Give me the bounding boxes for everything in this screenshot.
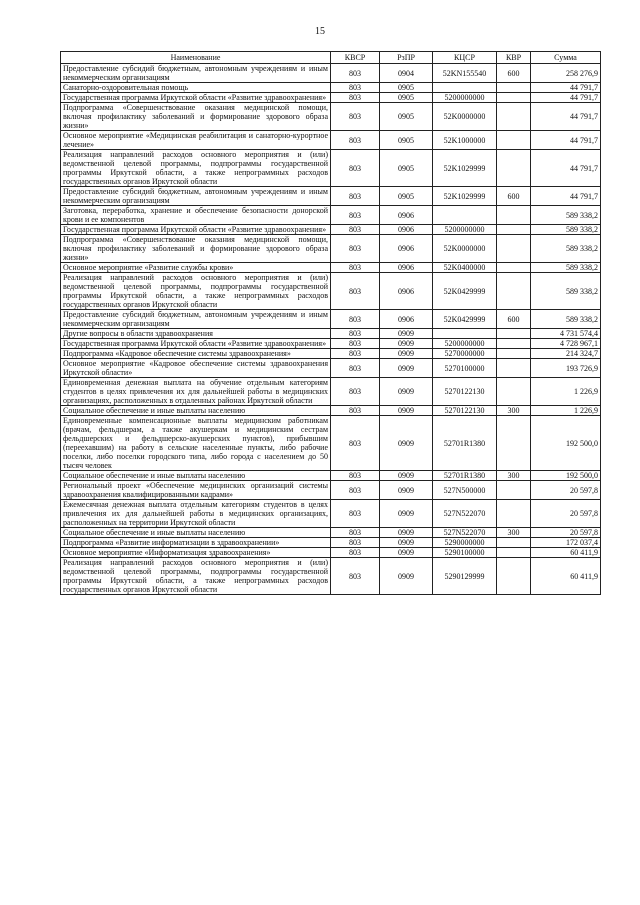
cell-rzpr: 0906: [380, 310, 433, 329]
cell-kvsr: 803: [331, 481, 380, 500]
col-header-kvr: КВР: [497, 52, 531, 64]
col-header-rzpr: РзПР: [380, 52, 433, 64]
cell-name: Санаторно-оздоровительная помощь: [61, 83, 331, 93]
cell-sum: 214 324,7: [531, 349, 601, 359]
cell-kcsr: 5270122130: [433, 406, 497, 416]
table-row: [61, 263, 601, 273]
cell-rzpr: 0909: [380, 558, 433, 595]
cell-sum: 44 791,7: [531, 103, 601, 131]
cell-sum: 192 500,0: [531, 471, 601, 481]
table-row: [61, 349, 601, 359]
cell-kcsr: 5270100000: [433, 359, 497, 378]
table-row: [61, 528, 601, 538]
budget-table: [60, 51, 601, 595]
cell-name: Основное мероприятие «Развитие службы крови»: [61, 263, 331, 273]
table-row: [61, 310, 601, 329]
page-number: 15: [315, 26, 325, 37]
table-row: [61, 131, 601, 150]
cell-kcsr: 52K1029999: [433, 187, 497, 206]
cell-rzpr: 0905: [380, 93, 433, 103]
cell-kvr: [497, 263, 531, 273]
cell-kvsr: 803: [331, 206, 380, 225]
cell-rzpr: 0909: [380, 349, 433, 359]
cell-rzpr: 0909: [380, 481, 433, 500]
cell-kvsr: 803: [331, 500, 380, 528]
cell-name: Заготовка, переработка, хранение и обеспечение безопасности донорской крови и ее компонентов: [61, 206, 331, 225]
table-row: [61, 359, 601, 378]
cell-kvr: [497, 273, 531, 310]
cell-kcsr: 52K0429999: [433, 273, 497, 310]
cell-kcsr: 52701R1380: [433, 416, 497, 471]
cell-kvr: [497, 93, 531, 103]
cell-kcsr: 5270000000: [433, 349, 497, 359]
cell-kvr: 600: [497, 187, 531, 206]
cell-kcsr: 52K0429999: [433, 310, 497, 329]
cell-rzpr: 0909: [380, 329, 433, 339]
cell-rzpr: 0904: [380, 64, 433, 83]
cell-kcsr: 527N522070: [433, 500, 497, 528]
cell-sum: 4 728 967,1: [531, 339, 601, 349]
cell-name: Основное мероприятие «Медицинская реабилитация и санаторно-курортное лечение»: [61, 131, 331, 150]
cell-kvr: [497, 548, 531, 558]
cell-kvsr: 803: [331, 83, 380, 93]
cell-rzpr: 0906: [380, 235, 433, 263]
table-row: [61, 500, 601, 528]
cell-kcsr: 52K0000000: [433, 103, 497, 131]
cell-kcsr: 52701R1380: [433, 471, 497, 481]
table-row: [61, 64, 601, 83]
cell-name: Предоставление субсидий бюджетным, автономным учреждениям и иным некоммерческим организациям: [61, 64, 331, 83]
cell-sum: 20 597,8: [531, 500, 601, 528]
cell-kvsr: 803: [331, 416, 380, 471]
cell-rzpr: 0905: [380, 83, 433, 93]
cell-kvsr: 803: [331, 339, 380, 349]
table-row: [61, 378, 601, 406]
cell-kvsr: 803: [331, 329, 380, 339]
cell-name: Подпрограмма «Совершенствование оказания медицинской помощи, включая профилактику заболеваний и формирование здорового образа жизни»: [61, 103, 331, 131]
cell-rzpr: 0905: [380, 187, 433, 206]
cell-sum: 20 597,8: [531, 481, 601, 500]
cell-kcsr: 52K1000000: [433, 131, 497, 150]
cell-name: Реализация направлений расходов основного мероприятия и (или) ведомственной целевой программы, подпрограммы государственной программы Иркутской области, а также непрограммных расходов государственных органов Иркутской области: [61, 558, 331, 595]
cell-kvsr: 803: [331, 406, 380, 416]
cell-kvr: [497, 83, 531, 93]
cell-kcsr: 527N500000: [433, 481, 497, 500]
cell-kcsr: 5200000000: [433, 93, 497, 103]
cell-name: Государственная программа Иркутской области «Развитие здравоохранения»: [61, 93, 331, 103]
cell-name: Социальное обеспечение и иные выплаты населению: [61, 471, 331, 481]
table-body: [61, 64, 601, 595]
cell-rzpr: 0909: [380, 471, 433, 481]
cell-name: Предоставление субсидий бюджетным, автономным учреждениям и иным некоммерческим организациям: [61, 310, 331, 329]
cell-kcsr: 52KN155540: [433, 64, 497, 83]
cell-rzpr: 0909: [380, 406, 433, 416]
table-row: [61, 548, 601, 558]
cell-sum: 1 226,9: [531, 378, 601, 406]
table-row: [61, 187, 601, 206]
cell-kvr: [497, 378, 531, 406]
cell-sum: 589 338,2: [531, 310, 601, 329]
cell-kcsr: 5270122130: [433, 378, 497, 406]
cell-kvr: [497, 416, 531, 471]
cell-name: Основное мероприятие «Информатизация здравоохранения»: [61, 548, 331, 558]
cell-sum: 258 276,9: [531, 64, 601, 83]
cell-kvsr: 803: [331, 349, 380, 359]
cell-kvsr: 803: [331, 528, 380, 538]
cell-kvr: 300: [497, 471, 531, 481]
cell-sum: 44 791,7: [531, 131, 601, 150]
cell-sum: 44 791,7: [531, 93, 601, 103]
cell-kvsr: 803: [331, 378, 380, 406]
cell-kvsr: 803: [331, 310, 380, 329]
cell-kcsr: 5290000000: [433, 538, 497, 548]
cell-name: Государственная программа Иркутской области «Развитие здравоохранения»: [61, 339, 331, 349]
table-row: [61, 150, 601, 187]
table-row: [61, 273, 601, 310]
cell-kvr: [497, 538, 531, 548]
cell-kvr: 300: [497, 528, 531, 538]
table-row: [61, 329, 601, 339]
cell-rzpr: 0909: [380, 378, 433, 406]
cell-sum: 193 726,9: [531, 359, 601, 378]
cell-rzpr: 0909: [380, 500, 433, 528]
cell-kcsr: 52K0000000: [433, 235, 497, 263]
cell-kvr: [497, 558, 531, 595]
cell-rzpr: 0905: [380, 103, 433, 131]
table-row: [61, 83, 601, 93]
cell-kcsr: [433, 329, 497, 339]
cell-kvsr: 803: [331, 131, 380, 150]
cell-name: Государственная программа Иркутской области «Развитие здравоохранения»: [61, 225, 331, 235]
cell-rzpr: 0909: [380, 359, 433, 378]
cell-rzpr: 0909: [380, 538, 433, 548]
table-row: [61, 406, 601, 416]
cell-kvr: [497, 235, 531, 263]
cell-kvr: [497, 500, 531, 528]
cell-sum: 192 500,0: [531, 416, 601, 471]
cell-kvsr: 803: [331, 263, 380, 273]
cell-kvsr: 803: [331, 235, 380, 263]
cell-kvr: [497, 225, 531, 235]
cell-name: Социальное обеспечение и иные выплаты населению: [61, 528, 331, 538]
table-row: [61, 481, 601, 500]
cell-kvsr: 803: [331, 273, 380, 310]
cell-sum: 60 411,9: [531, 558, 601, 595]
cell-rzpr: 0906: [380, 273, 433, 310]
col-header-sum: Сумма: [531, 52, 601, 64]
cell-name: Ежемесячная денежная выплата отдельным категориям студентов в целях привлечения их для дальнейшей работы в медицинских организациях, расположенных на территории Иркутской области: [61, 500, 331, 528]
cell-rzpr: 0909: [380, 416, 433, 471]
cell-kvsr: 803: [331, 64, 380, 83]
cell-rzpr: 0909: [380, 548, 433, 558]
cell-name: Другие вопросы в области здравоохранения: [61, 329, 331, 339]
cell-name: Единовременные компенсационные выплаты медицинским работникам (врачам, фельдшерам, а также акушеркам и медицинским сестрам фельдшерских и фельдшерско-акушерских пунктов), прибывшим (переехавшим) на работу в сельские населенные пункты, либо рабочие поселки, либо поселки городского типа, либо города с населением до 50 тысяч человек: [61, 416, 331, 471]
table-row: [61, 558, 601, 595]
cell-kvsr: 803: [331, 558, 380, 595]
cell-rzpr: 0906: [380, 206, 433, 225]
cell-name: Подпрограмма «Кадровое обеспечение системы здравоохранения»: [61, 349, 331, 359]
cell-kvr: [497, 481, 531, 500]
cell-kvsr: 803: [331, 548, 380, 558]
cell-rzpr: 0909: [380, 528, 433, 538]
cell-kcsr: 5290100000: [433, 548, 497, 558]
cell-sum: 44 791,7: [531, 83, 601, 93]
cell-kvr: 600: [497, 310, 531, 329]
cell-kvr: [497, 359, 531, 378]
cell-kcsr: [433, 83, 497, 93]
cell-name: Региональный проект «Обеспечение медицинских организаций системы здравоохранения квалифицированными кадрами»: [61, 481, 331, 500]
cell-sum: 172 037,4: [531, 538, 601, 548]
cell-rzpr: 0905: [380, 131, 433, 150]
cell-name: Подпрограмма «Развитие информатизации в здравоохранении»: [61, 538, 331, 548]
cell-kcsr: [433, 206, 497, 225]
cell-kvr: 600: [497, 64, 531, 83]
cell-name: Реализация направлений расходов основного мероприятия и (или) ведомственной целевой программы, подпрограммы государственной программы Иркутской области, а также непрограммных расходов государственных органов Иркутской области: [61, 150, 331, 187]
table-header-row: [61, 52, 601, 64]
cell-kcsr: 5290129999: [433, 558, 497, 595]
cell-sum: 589 338,2: [531, 273, 601, 310]
cell-kcsr: 52K0400000: [433, 263, 497, 273]
col-header-name: Наименование: [61, 52, 331, 64]
cell-rzpr: 0905: [380, 150, 433, 187]
cell-kcsr: 5200000000: [433, 339, 497, 349]
cell-name: Предоставление субсидий бюджетным, автономным учреждениям и иным некоммерческим организациям: [61, 187, 331, 206]
cell-name: Социальное обеспечение и иные выплаты населению: [61, 406, 331, 416]
table-row: [61, 471, 601, 481]
cell-sum: 60 411,9: [531, 548, 601, 558]
table-row: [61, 339, 601, 349]
cell-kvr: 300: [497, 406, 531, 416]
cell-name: Подпрограмма «Совершенствование оказания медицинской помощи, включая профилактику заболеваний и формирование здорового образа жизни»: [61, 235, 331, 263]
cell-name: Основное мероприятие «Кадровое обеспечение системы здравоохранения Иркутской области»: [61, 359, 331, 378]
col-header-kcsr: КЦСР: [433, 52, 497, 64]
table-row: [61, 235, 601, 263]
cell-kvsr: 803: [331, 93, 380, 103]
cell-sum: 20 597,8: [531, 528, 601, 538]
cell-sum: 589 338,2: [531, 235, 601, 263]
cell-kvr: [497, 349, 531, 359]
cell-kvsr: 803: [331, 187, 380, 206]
col-header-kvsr: КВСР: [331, 52, 380, 64]
table-row: [61, 93, 601, 103]
cell-name: Реализация направлений расходов основного мероприятия и (или) ведомственной целевой программы, подпрограммы государственной программы Иркутской области, а также непрограммных расходов государственных органов Иркутской области: [61, 273, 331, 310]
cell-rzpr: 0906: [380, 225, 433, 235]
cell-kvr: [497, 103, 531, 131]
table-row: [61, 225, 601, 235]
cell-kcsr: 527N522070: [433, 528, 497, 538]
cell-kvr: [497, 150, 531, 187]
cell-sum: 44 791,7: [531, 187, 601, 206]
cell-kvsr: 803: [331, 103, 380, 131]
cell-kvr: [497, 329, 531, 339]
cell-sum: 589 338,2: [531, 225, 601, 235]
cell-kvsr: 803: [331, 359, 380, 378]
cell-kcsr: 52K1029999: [433, 150, 497, 187]
cell-sum: 1 226,9: [531, 406, 601, 416]
cell-kvsr: 803: [331, 538, 380, 548]
cell-kvsr: 803: [331, 471, 380, 481]
cell-rzpr: 0906: [380, 263, 433, 273]
cell-sum: 4 731 574,4: [531, 329, 601, 339]
cell-kcsr: 5200000000: [433, 225, 497, 235]
table-row: [61, 416, 601, 471]
cell-kvr: [497, 339, 531, 349]
cell-kvsr: 803: [331, 150, 380, 187]
table-row: [61, 538, 601, 548]
cell-kvr: [497, 131, 531, 150]
cell-sum: 44 791,7: [531, 150, 601, 187]
cell-name: Единовременная денежная выплата на обучение отдельным категориям студентов в целях привлечения их для дальнейшей работы в медицинских организациях, расположенных в отдаленных районах Иркутской области: [61, 378, 331, 406]
cell-sum: 589 338,2: [531, 263, 601, 273]
cell-kvsr: 803: [331, 225, 380, 235]
table-row: [61, 103, 601, 131]
table-row: [61, 206, 601, 225]
cell-kvr: [497, 206, 531, 225]
cell-sum: 589 338,2: [531, 206, 601, 225]
cell-rzpr: 0909: [380, 339, 433, 349]
